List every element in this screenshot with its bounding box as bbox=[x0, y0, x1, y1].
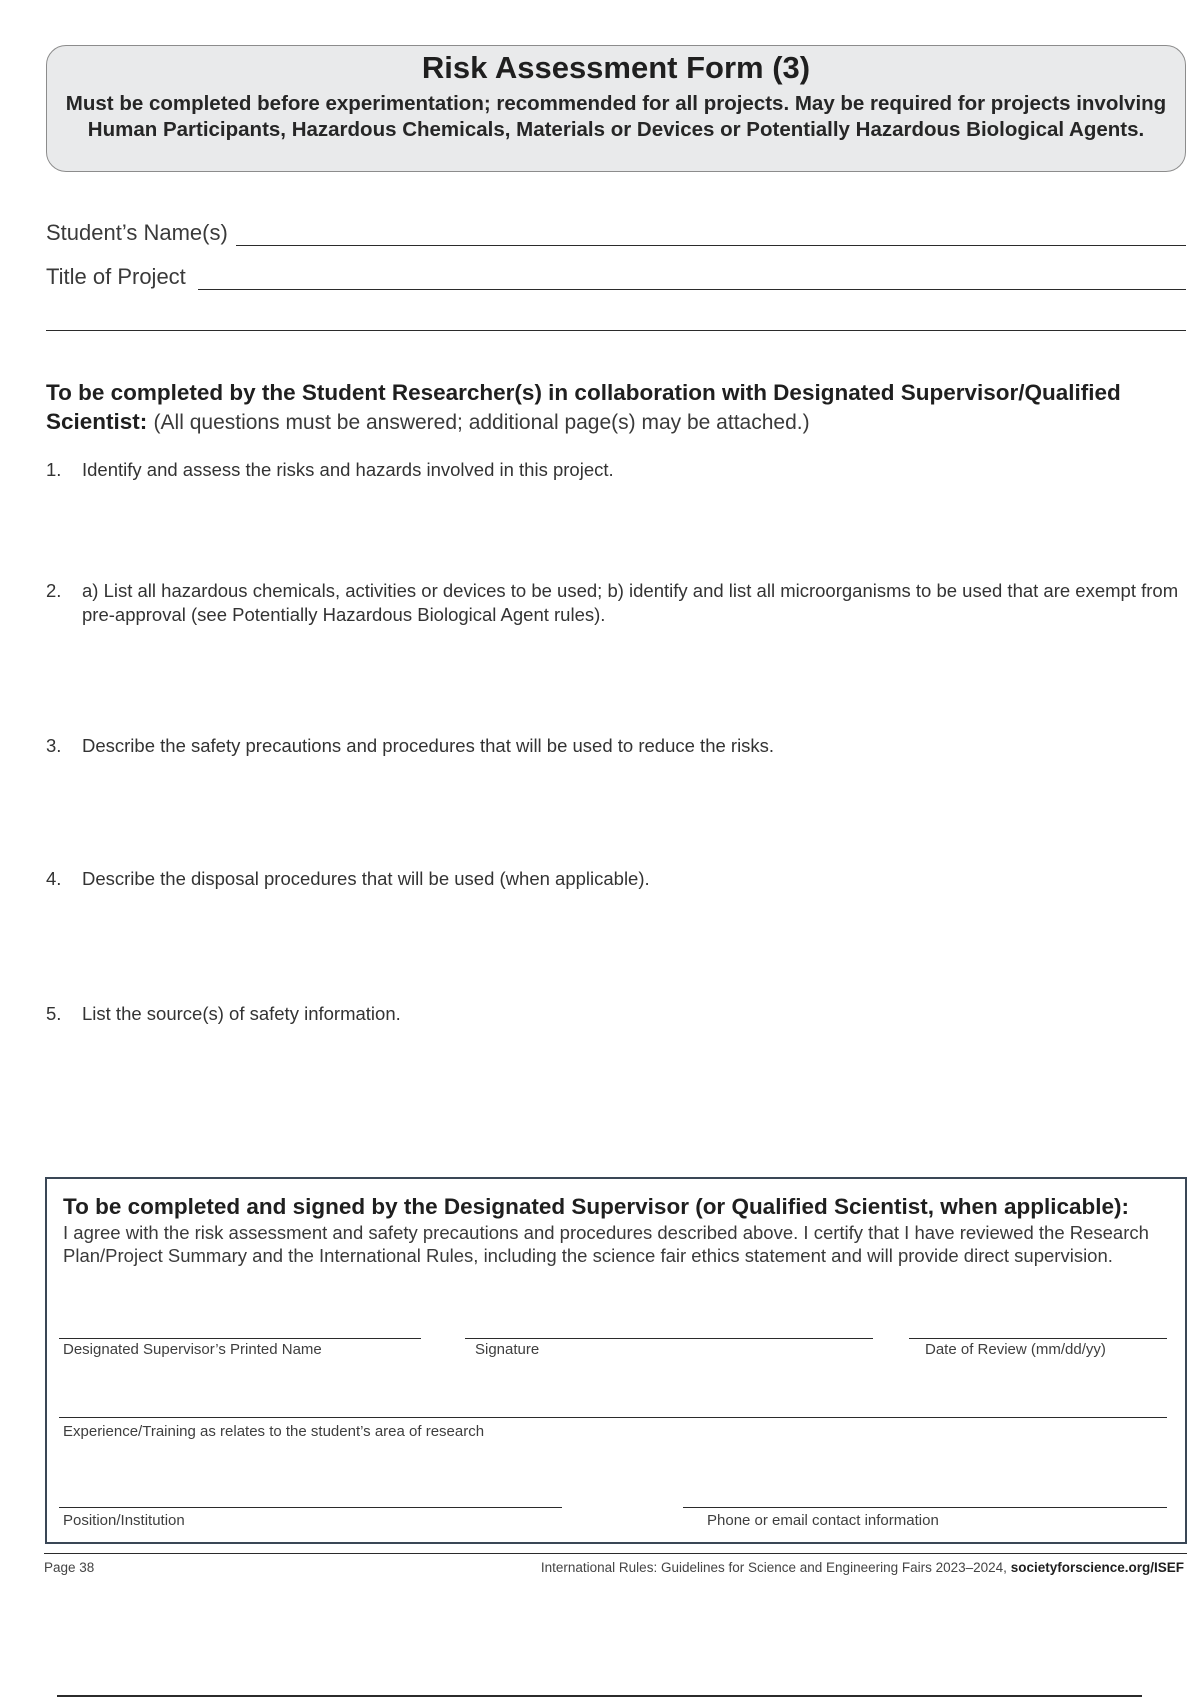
supervisor-section-heading: To be completed and signed by the Designated Supervisor (or Qualified Scientist, when applicable): bbox=[63, 1194, 1130, 1219]
contact-label: Phone or email contact information bbox=[707, 1512, 939, 1529]
students-name-label: Student’s Name(s) bbox=[46, 220, 228, 245]
form-subtitle: Must be completed before experimentation; recommended for all projects. May be required for projects involving Human Participants, Hazardous Chemicals, Materials or Devices or Potentially Hazardous Biological Agents. bbox=[65, 92, 1167, 141]
question-text: Identify and assess the risks and hazards involved in this project. bbox=[82, 459, 614, 480]
project-title-field[interactable] bbox=[198, 269, 1186, 290]
question-text: Describe the safety precautions and procedures that will be used to reduce the risks. bbox=[82, 735, 775, 756]
date-of-review-label: Date of Review (mm/dd/yy) bbox=[925, 1341, 1106, 1358]
question-text: a) List all hazardous chemicals, activities or devices to be used; b) identify and list all microorganisms to be used that are exempt from pre-approval (see Potentially Hazardous Biological Agent rules). bbox=[82, 580, 1179, 625]
form-title: Risk Assessment Form (3) bbox=[421, 50, 811, 85]
signature-field[interactable] bbox=[465, 1338, 873, 1339]
project-title-continuation-line[interactable] bbox=[46, 330, 1186, 331]
printed-name-label: Designated Supervisor’s Printed Name bbox=[63, 1341, 322, 1358]
footer-reference-text: International Rules: Guidelines for Science and Engineering Fairs 2023–2024, bbox=[540, 1560, 1011, 1575]
students-name-row bbox=[46, 220, 1186, 246]
bottom-divider bbox=[57, 1695, 1142, 1697]
students-name-field[interactable] bbox=[236, 225, 1186, 246]
question-text: List the source(s) of safety information. bbox=[82, 1003, 401, 1024]
question-5 bbox=[46, 1002, 1186, 1026]
footer-url: societyforscience.org/ISEF bbox=[1010, 1560, 1184, 1575]
question-number: 3. bbox=[46, 735, 62, 756]
experience-label: Experience/Training as relates to the student’s area of research bbox=[63, 1423, 485, 1440]
project-title-label: Title of Project bbox=[46, 264, 186, 289]
question-3 bbox=[46, 734, 1186, 758]
question-number: 4. bbox=[46, 868, 62, 889]
supervisor-section bbox=[45, 1177, 1187, 1544]
experience-field[interactable] bbox=[59, 1417, 1167, 1418]
question-text: Describe the disposal procedures that will be used (when applicable). bbox=[82, 868, 650, 889]
question-number: 1. bbox=[46, 459, 62, 480]
student-section-heading-note: (All questions must be answered; additional page(s) may be attached.) bbox=[153, 411, 810, 434]
student-section-heading bbox=[46, 378, 1186, 437]
supervisor-statement: I agree with the risk assessment and safety precautions and procedures described above. I certify that I have reviewed the Research Plan/Project Summary and the International Rules, including the science fair ethics statement and will provide direct supervision. bbox=[63, 1222, 1149, 1266]
position-field[interactable] bbox=[59, 1507, 562, 1508]
question-1 bbox=[46, 458, 1186, 482]
footer-divider bbox=[44, 1553, 1187, 1554]
question-number: 5. bbox=[46, 1003, 62, 1024]
form-header bbox=[46, 45, 1186, 172]
signature-label: Signature bbox=[475, 1341, 540, 1358]
date-of-review-field[interactable] bbox=[909, 1338, 1167, 1339]
question-2 bbox=[46, 579, 1186, 627]
footer-reference bbox=[541, 1560, 1184, 1575]
page-number: Page 38 bbox=[44, 1560, 95, 1575]
contact-field[interactable] bbox=[683, 1507, 1167, 1508]
question-4 bbox=[46, 867, 1186, 891]
printed-name-field[interactable] bbox=[59, 1338, 421, 1339]
question-number: 2. bbox=[46, 580, 62, 601]
student-section-heading-bold: To be completed by the Student Researcher(s) in collaboration with Designated Supervisor/Qualified Scientist: bbox=[46, 380, 1121, 434]
project-title-row bbox=[46, 264, 1186, 290]
position-label: Position/Institution bbox=[63, 1512, 185, 1529]
